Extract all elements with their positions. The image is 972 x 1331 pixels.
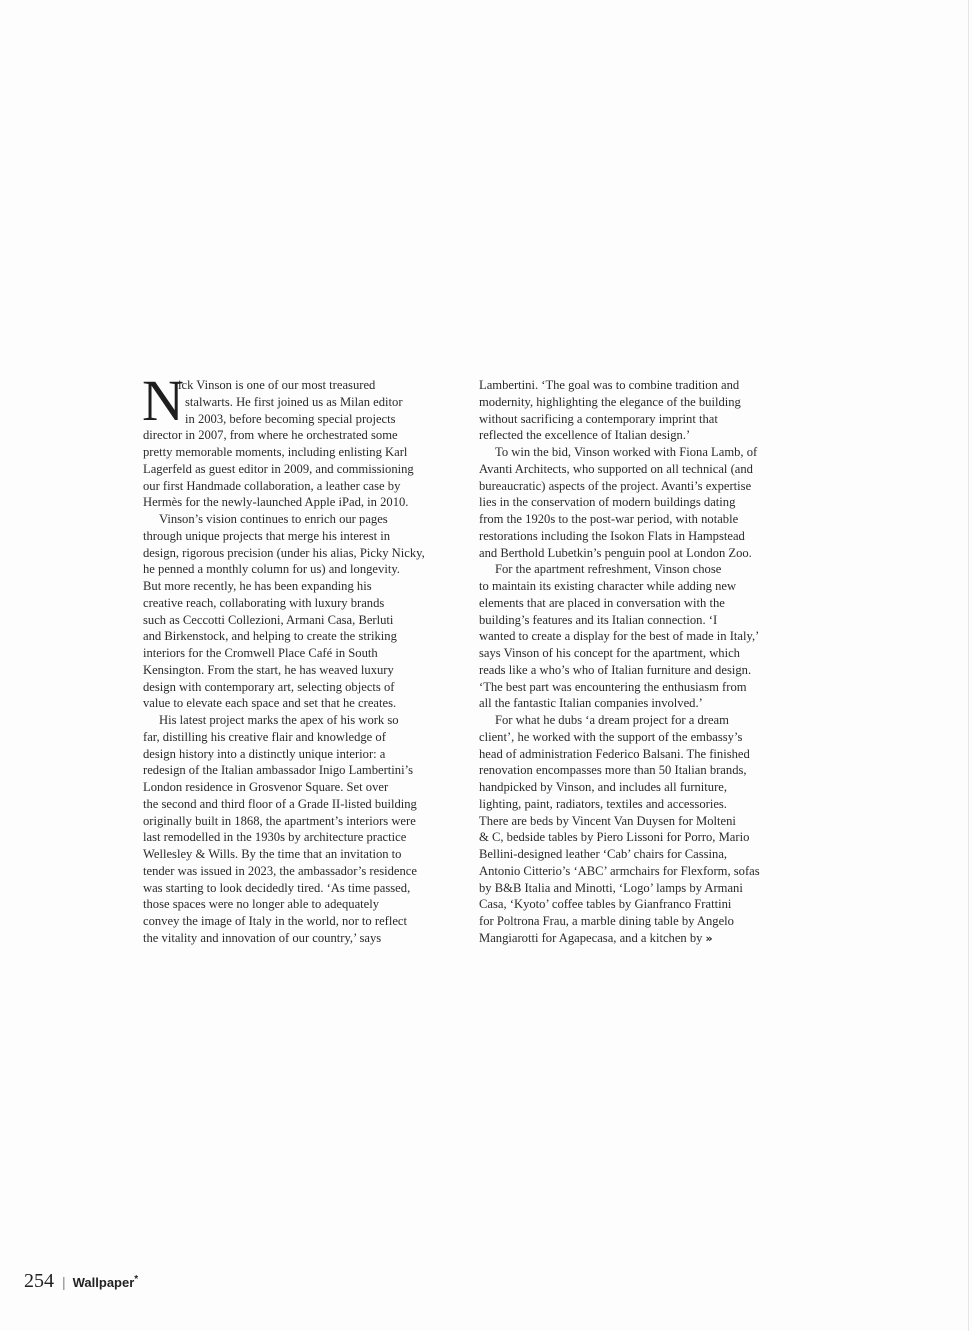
text-line: elements that are placed in conversation with the (479, 595, 725, 610)
text-line: was starting to look decidedly tired. ‘As time passed, (143, 880, 411, 895)
text-line: without sacrificing a contemporary imprint that (479, 411, 718, 426)
text-line: stalwarts. He first joined us as Milan editor (185, 394, 403, 409)
text-line: Lagerfeld as guest editor in 2009, and commissioning (143, 461, 414, 476)
text-line: from the 1920s to the post-war period, with notable (479, 512, 739, 526)
article-column-right (479, 377, 799, 948)
text-line: client’, he worked with the support of the embassy’s (479, 729, 743, 744)
text-line: design history into a distinctly unique interior: a (143, 746, 386, 761)
text-line: director in 2007, from where he orchestrated some (143, 428, 398, 443)
continue-arrow-icon: » (705, 931, 713, 945)
text-line: convey the image of Italy in the world, nor to reflect (143, 914, 408, 928)
text-line: design with contemporary art, selecting objects of (143, 679, 395, 694)
text-line: head of administration Federico Balsani. The finished (479, 746, 750, 761)
text-line: Casa, ‘Kyoto’ coffee tables by Gianfranco Frattini (479, 897, 732, 912)
text-line: creative reach, collaborating with luxury brands (143, 595, 385, 610)
opening-paragraph (142, 368, 463, 433)
text-line: wanted to create a display for the best of made in Italy,’ (479, 629, 760, 644)
text-line: London residence in Grosvenor Square. Set over (143, 780, 389, 794)
article-column-left (142, 368, 463, 947)
text-line: by B&B Italia and Minotti, ‘Logo’ lamps by Armani (479, 880, 743, 895)
text-line: bureaucratic) aspects of the project. Avanti’s expertise (479, 478, 752, 493)
text-line: There are beds by Vincent Van Duysen for Molteni (479, 813, 736, 828)
text-line: design, rigorous precision (under his alias, Picky Nicky, (143, 545, 425, 560)
text-line: last remodelled in the 1930s by architecture practice (143, 830, 407, 845)
text-line: Avanti Architects, who supported on all technical (and (479, 461, 753, 476)
page-edge-line (968, 0, 969, 1331)
text-line: To win the bid, Vinson worked with Fiona Lamb, of (495, 445, 758, 459)
text-line: Hermès for the newly-launched Apple iPad, in 2010. (143, 495, 409, 510)
text-line: For what he dubs ‘a dream project for a dream (495, 713, 729, 727)
text-line: says Vinson of his concept for the apartment, which (479, 646, 740, 660)
text-line: redesign of the Italian ambassador Inigo Lambertini’s (143, 763, 413, 778)
text-line: Bellini-designed leather ‘Cab’ chairs for Cassina, (479, 847, 728, 861)
text-line: Wellesley & Wills. By the time that an invitation to (143, 847, 402, 861)
text-line: the second and third floor of a Grade II-listed building (143, 796, 417, 811)
text-line: Antonio Citterio’s ‘ABC’ armchairs for Flexform, sofas (479, 863, 760, 878)
text-line: our first Handmade collaboration, a leather case by (143, 478, 401, 493)
text-line: building’s features and its Italian connection. ‘I (479, 612, 718, 627)
text-line: through unique projects that merge his interest in (143, 528, 391, 543)
text-line: and Berthold Lubetkin’s penguin pool at London Zoo. (479, 545, 752, 560)
text-line: But more recently, he has been expanding his (143, 579, 372, 593)
text-line: & C, bedside tables by Piero Lissoni for Porro, Mario (479, 830, 750, 845)
text-line: For the apartment refreshment, Vinson chose (495, 562, 722, 577)
text-line: ‘The best part was encountering the enthusiasm from (479, 679, 747, 694)
text-line: originally built in 1868, the apartment’s interiors were (143, 813, 416, 828)
text-line: for Poltrona Frau, a marble dining table by Angelo (479, 914, 734, 928)
text-line: in 2003, before becoming special projects (185, 411, 396, 426)
text-line: value to elevate each space and set that he creates. (143, 696, 397, 711)
text-line: lies in the conservation of modern buildings dating (479, 495, 736, 510)
text-line: reads like a who’s who of Italian furniture and design. (479, 662, 752, 677)
footer-separator: | (62, 1274, 66, 1290)
text-line: Lambertini. ‘The goal was to combine tradition and (479, 378, 740, 392)
text-line: he penned a monthly column for us) and longevity. (143, 562, 400, 577)
text-line: restorations including the Isokon Flats in Hampstead (479, 528, 745, 543)
text-line: ick Vinson is one of our most treasured (178, 378, 376, 392)
text-line: far, distilling his creative flair and knowledge of (143, 729, 386, 744)
drop-cap: N (142, 368, 184, 433)
text-line: all the fantastic Italian companies involved.’ (479, 696, 703, 711)
brand-asterisk-icon: * (134, 1274, 139, 1285)
text-line: to maintain its existing character while adding new (479, 579, 737, 593)
text-line: the vitality and innovation of our country,’ says (143, 930, 382, 945)
text-line: His latest project marks the apex of his work so (159, 713, 399, 727)
text-line-content: Mangiarotti for Agapecasa, and a kitchen by (479, 930, 703, 945)
text-line: Kensington. From the start, he has weaved luxury (143, 662, 394, 677)
text-line: such as Ceccotti Collezioni, Armani Casa, Berluti (143, 612, 394, 627)
page-number: 254 (24, 1270, 54, 1292)
text-line: handpicked by Vinson, and includes all furniture, (479, 780, 728, 794)
text-line: and Birkenstock, and helping to create the striking (143, 629, 397, 644)
text-line: modernity, highlighting the elegance of the building (479, 394, 741, 409)
text-line-last (479, 930, 799, 948)
page-footer (24, 1270, 138, 1294)
magazine-brand: Wallpaper (72, 1275, 135, 1290)
text-line: reflected the excellence of Italian design.’ (479, 428, 691, 443)
text-line: renovation encompasses more than 50 Italian brands, (479, 763, 747, 778)
text-line: tender was issued in 2023, the ambassador’s residence (143, 863, 417, 878)
text-line: those spaces were no longer able to adequately (143, 897, 380, 912)
text-line: interiors for the Cromwell Place Café in South (143, 646, 378, 660)
text-line: lighting, paint, radiators, textiles and accessories. (479, 796, 727, 811)
text-line: Vinson’s vision continues to enrich our pages (159, 512, 388, 526)
text-line: pretty memorable moments, including enlisting Karl (143, 445, 408, 459)
